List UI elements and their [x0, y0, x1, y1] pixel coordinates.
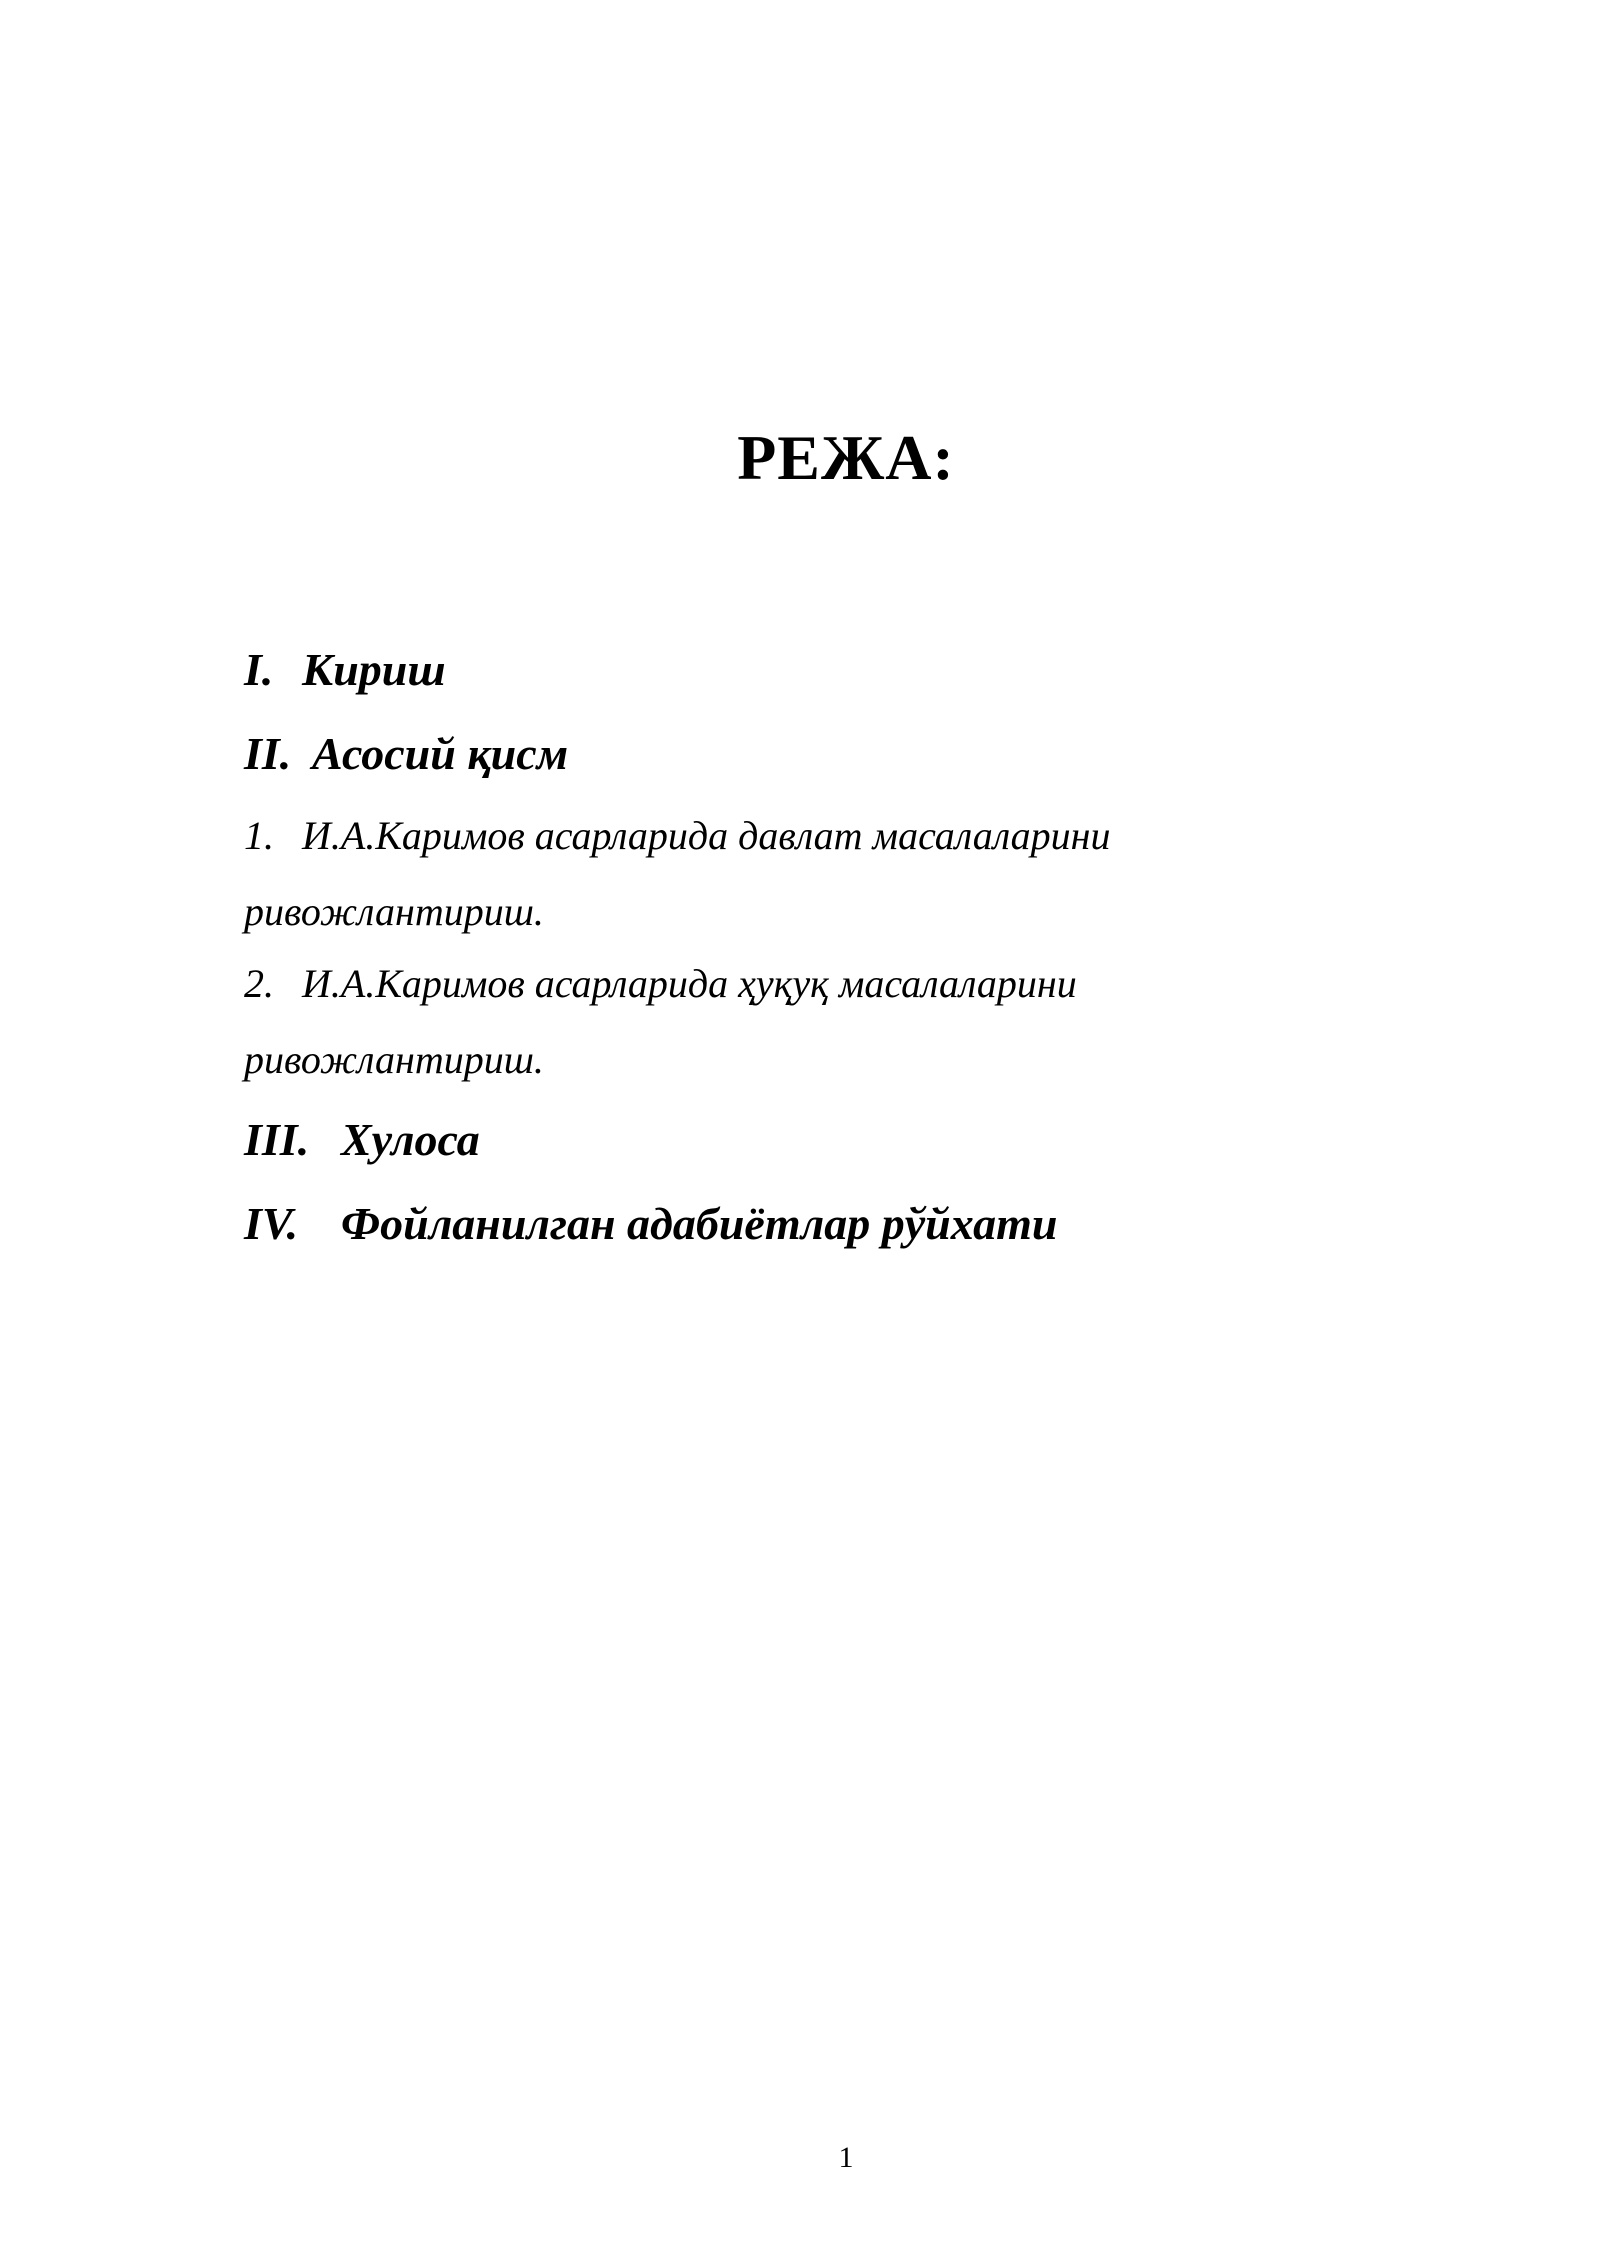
page-number: 1 [838, 2141, 854, 2174]
outline-subitem-2-continuation: ривожлантириш. [244, 1037, 544, 1082]
outline-text: Кириш [302, 644, 446, 695]
outline-item-main-part [244, 724, 568, 784]
outline-subitem-1 [244, 808, 1111, 864]
outline-text: Асосий қисм [312, 728, 569, 779]
outline-text: Хулоса [341, 1114, 480, 1165]
outline-text: Фойланилган адабиётлар рўйхати [341, 1198, 1058, 1249]
outline-number: 1. [244, 813, 274, 858]
outline-subitem-2 [244, 956, 1077, 1012]
outline-number: II. [244, 728, 292, 779]
outline-number: 2. [244, 961, 274, 1006]
outline-number: III. [244, 1114, 310, 1165]
outline-subitem-1-continuation: ривожлантириш. [244, 889, 544, 934]
outline-text: И.А.Каримов асарларида ҳуқуқ масалаларини [302, 961, 1077, 1006]
outline-number: I. [244, 644, 274, 695]
page-title: РЕЖА: [737, 422, 955, 493]
outline-item-conclusion [244, 1110, 480, 1170]
outline-number: IV. [244, 1198, 299, 1249]
outline-text: И.А.Каримов асарларида давлат масалаларини [302, 813, 1111, 858]
outline-item-references [244, 1194, 1057, 1254]
outline-item-introduction [244, 640, 446, 700]
